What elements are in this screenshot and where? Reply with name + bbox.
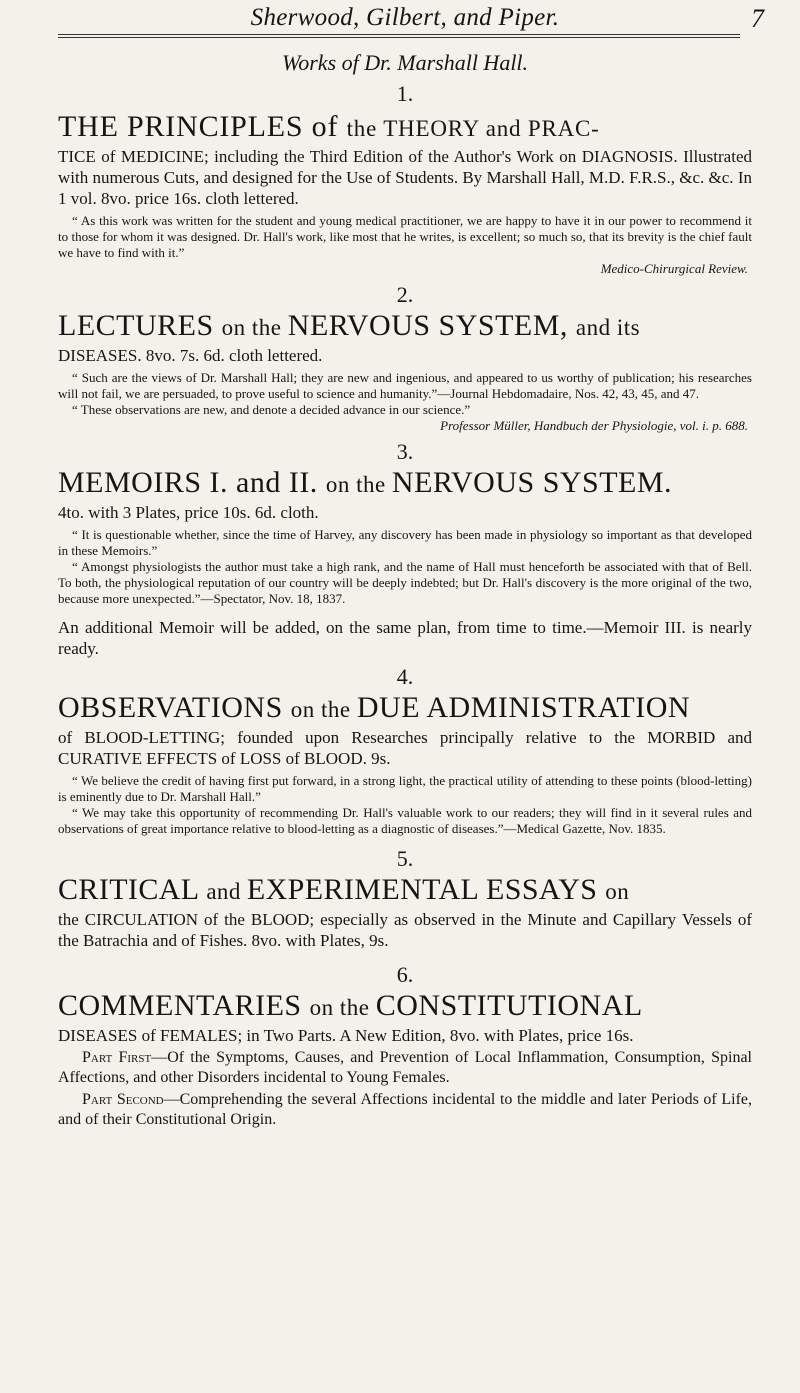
entry-description: of BLOOD-LETTING; founded upon Researches principally relative to the MORBID and CURATIVE EFFECTS of LOSS of BLOOD. 9s. — [58, 728, 752, 768]
entry-1 — [58, 82, 752, 277]
entry-description: DISEASES. 8vo. 7s. 6d. cloth lettered. — [58, 346, 323, 365]
title-part: NERVOUS SYSTEM, — [287, 309, 576, 342]
entry-3 — [58, 440, 752, 659]
title-part: NERVOUS SYSTEM. — [391, 466, 673, 499]
review-quote: “ We believe the credit of having first put forward, in a strong light, the practical utility of attending to these points (blood-letting) is eminently due to Dr. Marshall Hall.” — [58, 773, 752, 804]
title-part: THE PRINCIPLES of — [58, 110, 347, 143]
entry-number: 1. — [396, 81, 414, 106]
review-quote: “ These observations are new, and denote a decided advance in our science.” — [72, 402, 471, 417]
entry-number: 4. — [396, 664, 414, 689]
title-part: MEMOIRS I. — [58, 466, 237, 499]
entry-description: 4to. with 3 Plates, price 10s. 6d. cloth. — [58, 503, 319, 522]
title-part: OBSERVATIONS — [58, 691, 291, 724]
part-text: —Of the Symptoms, Causes, and Prevention of Local Inflammation, Consumption, Spinal Affections, and other Disorders incidental to Young Females. — [58, 1049, 752, 1086]
title-part: EXPERIMENTAL ESSAYS — [246, 873, 606, 906]
entry-description: DISEASES of FEMALES; in Two Parts. A New Edition, 8vo. with Plates, price 16s. — [58, 1026, 634, 1045]
part-label: Part Second — [82, 1091, 164, 1108]
review-quote: “ It is questionable whether, since the time of Harvey, any discovery has been made in physiology so important as that developed in these Memoirs.” — [58, 527, 752, 558]
title-part: on the — [325, 472, 392, 497]
title-part: DUE ADMINISTRATION — [356, 691, 691, 724]
review-attribution: Professor Müller, Handbuch der Physiologie, vol. i. p. 688. — [440, 418, 748, 433]
entry-title — [58, 466, 752, 502]
title-part: and II. — [236, 466, 326, 499]
title-part: the THEORY — [346, 116, 486, 141]
review-quote: “ As this work was written for the student and young medical practitioner, we are happy to have it in our power to recommend it to those for whom it was designed. Dr. Hall's work, like most that he writes, is excellent; so much so, that its brevity is the chief fault we have to find with it.” — [58, 213, 752, 260]
title-part: and its — [575, 315, 641, 340]
title-part: CONSTITUTIONAL — [375, 989, 643, 1022]
running-head: Sherwood, Gilbert, and Piper. — [250, 4, 560, 31]
part-text: —Comprehending the several Affections incidental to the middle and later Periods of Life, and of their Constitutional Origin. — [58, 1091, 752, 1128]
part-first — [58, 1048, 752, 1088]
entry-number: 5. — [396, 846, 414, 871]
entry-title — [58, 989, 752, 1025]
review-attribution: Medico-Chirurgical Review. — [600, 261, 748, 276]
review-quote: “ We may take this opportunity of recommending Dr. Hall's valuable work to our readers; they will find in it several rules and observations of great importance relative to blood-letting as a diagnostic of diseases.”—Medical Gazette, Nov. 1835. — [58, 805, 752, 836]
header-rule — [58, 34, 740, 40]
part-second — [58, 1090, 752, 1130]
title-part: on the — [221, 315, 288, 340]
entry-title — [58, 110, 752, 146]
entry-title — [58, 691, 752, 727]
title-part: COMMENTARIES — [58, 989, 310, 1022]
entry-description: TICE of MEDICINE; including the Third Edition of the Author's Work on DIAGNOSIS. Illustrated with numerous Cuts, and designed for the Use of Students. By Marshall Hall, M.D. F.R.S., &c. &c. In 1 vol. 8vo. price 16s. cloth lettered. — [58, 147, 752, 208]
entry-note: An additional Memoir will be added, on the same plan, from time to time.—Memoir III. is nearly ready. — [58, 618, 752, 658]
page-number: 7 — [751, 4, 764, 33]
entry-number: 6. — [396, 962, 414, 987]
entry-4 — [58, 665, 752, 837]
title-part: on the — [290, 697, 357, 722]
title-part: and PRAC- — [485, 116, 600, 141]
title-part: LECTURES — [58, 309, 222, 342]
part-label: Part First — [82, 1049, 152, 1066]
review-quote: “ Amongst physiologists the author must take a high rank, and the name of Hall must henceforth be associated with that of Bell. To both, the physiological reputation of our country will be deeply indebted; but Dr. Hall's discovery is the more original of the two, because more unexpected.”—Spectator, Nov. 18, 1837. — [58, 559, 752, 606]
entry-number: 2. — [396, 282, 414, 307]
title-part: and — [206, 879, 247, 904]
entry-6 — [58, 963, 752, 1130]
title-part: on the — [309, 995, 376, 1020]
entry-title — [58, 873, 752, 909]
entry-number: 3. — [396, 439, 414, 464]
entry-description: the CIRCULATION of the BLOOD; especially as observed in the Minute and Capillary Vessels of the Batrachia and of Fishes. 8vo. with Plates, 9s. — [58, 910, 752, 950]
title-part: CRITICAL — [58, 873, 207, 906]
entry-title — [58, 309, 752, 345]
title-part: on — [605, 879, 630, 904]
entry-5 — [58, 847, 752, 951]
entry-2 — [58, 283, 752, 434]
review-quote: “ Such are the views of Dr. Marshall Hall; they are new and ingenious, and appeared to us worthy of publication; his researches will not fail, we are persuaded, to prove useful to science and humanity.”—Journal Hebdomadaire, Nos. 42, 43, 45, and 47. — [58, 370, 752, 401]
series-title: Works of Dr. Marshall Hall. — [281, 50, 529, 75]
